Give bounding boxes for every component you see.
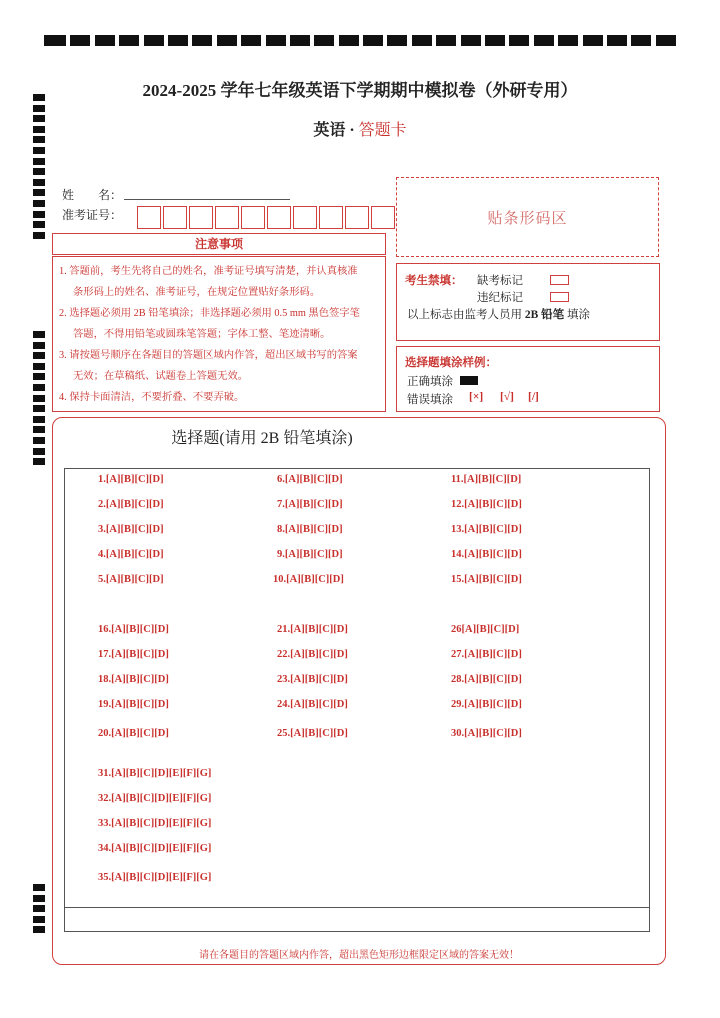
notice-item-2a: 2. 选择题必须用 2B 铅笔填涂；非选择题必须用 0.5 mm 黑色签字笔 bbox=[59, 308, 360, 319]
question-number: 7. bbox=[277, 499, 285, 510]
question-options[interactable]: [A][B][C][D] bbox=[284, 549, 343, 560]
question-number: 27. bbox=[451, 649, 465, 660]
question-options[interactable]: [A][B][C][D] bbox=[464, 728, 522, 739]
timing-mark bbox=[436, 35, 456, 46]
timing-mark bbox=[33, 395, 45, 402]
question-options[interactable]: [A][B][C][D] bbox=[463, 474, 522, 485]
timing-mark bbox=[33, 416, 45, 423]
question-12[interactable] bbox=[451, 499, 522, 510]
page-title: 2024-2025 学年七年级英语下学期期中模拟卷（外研专用） bbox=[142, 81, 578, 100]
timing-mark bbox=[33, 448, 45, 455]
timing-mark bbox=[33, 179, 45, 186]
id-digit-box[interactable] bbox=[345, 206, 369, 229]
timing-mark bbox=[485, 35, 505, 46]
timing-mark bbox=[144, 35, 164, 46]
timing-mark bbox=[631, 35, 651, 46]
question-26[interactable] bbox=[451, 624, 519, 635]
name-label: 姓 名： bbox=[62, 188, 123, 202]
question-6[interactable] bbox=[277, 474, 343, 485]
question-24[interactable] bbox=[277, 699, 348, 710]
timing-mark bbox=[387, 35, 407, 46]
question-number: 34. bbox=[98, 843, 112, 854]
timing-mark bbox=[33, 426, 45, 433]
question-15[interactable] bbox=[451, 574, 522, 585]
question-20[interactable] bbox=[98, 728, 169, 739]
question-9[interactable] bbox=[277, 549, 343, 560]
question-7[interactable] bbox=[277, 499, 343, 510]
timing-mark bbox=[33, 926, 45, 933]
notice-item-1b: 条形码上的姓名、准考证号，在规定位置贴好条形码。 bbox=[73, 287, 321, 298]
timing-mark bbox=[33, 405, 45, 412]
correct-fill-sample bbox=[460, 376, 478, 385]
notice-box bbox=[52, 256, 386, 412]
timing-mark bbox=[33, 373, 45, 380]
id-label: 准考证号： bbox=[62, 208, 123, 222]
question-options[interactable]: [A][B][C][D] bbox=[464, 524, 522, 535]
question-options[interactable]: [A][B][C][D] bbox=[290, 674, 348, 685]
subtitle-dot: · bbox=[349, 122, 355, 139]
question-number: 19. bbox=[98, 699, 112, 710]
id-digit-box[interactable] bbox=[319, 206, 343, 229]
question-number: 26 bbox=[451, 624, 462, 635]
id-number-boxes[interactable] bbox=[137, 206, 397, 229]
question-29[interactable] bbox=[451, 699, 522, 710]
timing-mark bbox=[33, 200, 45, 207]
question-31[interactable] bbox=[98, 768, 211, 779]
question-1[interactable] bbox=[98, 474, 164, 485]
id-digit-box[interactable] bbox=[215, 206, 239, 229]
absent-mark-box[interactable] bbox=[550, 275, 569, 285]
timing-mark bbox=[95, 35, 115, 46]
question-number: 4. bbox=[98, 549, 106, 560]
question-number: 20. bbox=[98, 728, 112, 739]
question-3[interactable] bbox=[98, 524, 164, 535]
timing-mark bbox=[33, 158, 45, 165]
question-number: 29. bbox=[451, 699, 465, 710]
question-options[interactable]: [A][B][C][D] bbox=[461, 624, 520, 635]
question-35[interactable] bbox=[98, 872, 211, 883]
timing-mark bbox=[607, 35, 627, 46]
question-13[interactable] bbox=[451, 524, 522, 535]
forbid-title: 考生禁填： bbox=[405, 275, 463, 287]
timing-mark bbox=[33, 168, 45, 175]
question-number: 3. bbox=[98, 524, 106, 535]
timing-mark bbox=[290, 35, 310, 46]
question-23[interactable] bbox=[277, 674, 348, 685]
violation-mark-label: 违纪标记 bbox=[477, 292, 523, 304]
barcode-area: 贴条形码区 bbox=[396, 177, 659, 257]
absent-mark-label: 缺考标记 bbox=[477, 275, 523, 287]
question-19[interactable] bbox=[98, 699, 169, 710]
question-number: 10. bbox=[273, 574, 287, 585]
question-16[interactable] bbox=[98, 624, 169, 635]
id-digit-box[interactable] bbox=[137, 206, 161, 229]
timing-mark bbox=[70, 35, 90, 46]
question-number: 13. bbox=[451, 524, 465, 535]
question-options[interactable]: [A][B][C][D] bbox=[111, 624, 169, 635]
timing-mark bbox=[558, 35, 578, 46]
wrong-mark-cross: [×] bbox=[469, 391, 484, 403]
question-14[interactable] bbox=[451, 549, 522, 560]
question-number: 17. bbox=[98, 649, 112, 660]
left-timing-marks-bottom bbox=[33, 884, 45, 933]
question-options[interactable]: [A][B][C][D] bbox=[464, 499, 522, 510]
timing-mark bbox=[33, 905, 45, 912]
question-number: 14. bbox=[451, 549, 465, 560]
question-options[interactable]: [A][B][C][D] bbox=[290, 649, 348, 660]
timing-mark bbox=[192, 35, 212, 46]
question-number: 5. bbox=[98, 574, 106, 585]
timing-mark bbox=[33, 363, 45, 370]
timing-mark bbox=[33, 147, 45, 154]
question-32[interactable] bbox=[98, 793, 211, 804]
question-number: 32. bbox=[98, 793, 112, 804]
question-34[interactable] bbox=[98, 843, 211, 854]
timing-mark bbox=[33, 189, 45, 196]
timing-mark bbox=[33, 437, 45, 444]
question-number: 6. bbox=[277, 474, 285, 485]
question-4[interactable] bbox=[98, 549, 164, 560]
timing-mark bbox=[33, 895, 45, 902]
top-timing-marks bbox=[44, 35, 676, 47]
correct-fill-label: 正确填涂 bbox=[407, 376, 453, 388]
question-11[interactable] bbox=[451, 474, 521, 485]
fill-sample-box bbox=[396, 346, 660, 412]
forbid-note-post: 填涂 bbox=[567, 309, 591, 321]
timing-mark bbox=[119, 35, 139, 46]
timing-mark bbox=[217, 35, 237, 46]
question-options[interactable]: [A][B][C][D] bbox=[464, 674, 522, 685]
question-21[interactable] bbox=[277, 624, 348, 635]
question-options[interactable]: [A][B][C][D] bbox=[284, 499, 343, 510]
timing-mark bbox=[44, 35, 66, 46]
question-options[interactable]: [A][B][C][D] bbox=[284, 474, 343, 485]
question-options[interactable]: [A][B][C][D] bbox=[105, 549, 164, 560]
question-options[interactable]: [A][B][C][D] bbox=[111, 728, 169, 739]
timing-mark bbox=[33, 221, 45, 228]
id-digit-box[interactable] bbox=[371, 206, 395, 229]
question-number: 25. bbox=[277, 728, 291, 739]
violation-mark-box[interactable] bbox=[550, 292, 569, 302]
timing-mark bbox=[33, 884, 45, 891]
question-number: 9. bbox=[277, 549, 285, 560]
question-options[interactable]: [A][B][C][D][E][F][G] bbox=[111, 843, 212, 854]
timing-mark bbox=[656, 35, 676, 46]
timing-mark bbox=[33, 916, 45, 923]
question-10[interactable] bbox=[273, 574, 344, 585]
answer-area-divider bbox=[64, 907, 650, 908]
question-options[interactable]: [A][B][C][D] bbox=[290, 624, 348, 635]
question-2[interactable] bbox=[98, 499, 164, 510]
forbid-note-bold: 2B 铅笔 bbox=[524, 309, 565, 321]
question-number: 28. bbox=[451, 674, 465, 685]
question-30[interactable] bbox=[451, 728, 522, 739]
question-number: 12. bbox=[451, 499, 465, 510]
question-22[interactable] bbox=[277, 649, 348, 660]
question-number: 16. bbox=[98, 624, 112, 635]
timing-mark bbox=[583, 35, 603, 46]
question-options[interactable]: [A][B][C][D] bbox=[286, 574, 344, 585]
question-number: 18. bbox=[98, 674, 112, 685]
left-timing-marks-top bbox=[33, 94, 45, 239]
timing-mark bbox=[339, 35, 359, 46]
question-27[interactable] bbox=[451, 649, 522, 660]
question-33[interactable] bbox=[98, 818, 211, 829]
id-digit-box[interactable] bbox=[267, 206, 291, 229]
notice-item-4: 4. 保持卡面清洁，不要折叠、不要弄破。 bbox=[59, 392, 245, 403]
question-8[interactable] bbox=[277, 524, 343, 535]
id-digit-box[interactable] bbox=[241, 206, 265, 229]
question-options[interactable]: [A][B][C][D] bbox=[111, 674, 169, 685]
question-25[interactable] bbox=[277, 728, 348, 739]
forbid-note-pre: 以上标志由监考人员用 bbox=[407, 309, 522, 321]
question-number: 1. bbox=[98, 474, 106, 485]
question-options[interactable]: [A][B][C][D] bbox=[105, 574, 164, 585]
question-17[interactable] bbox=[98, 649, 169, 660]
timing-mark bbox=[363, 35, 383, 46]
notice-item-3a: 3. 请按题号顺序在各题目的答题区域内作答，超出区域书写的答案 bbox=[59, 350, 358, 361]
id-digit-box[interactable] bbox=[293, 206, 317, 229]
question-number: 2. bbox=[98, 499, 106, 510]
question-options[interactable]: [A][B][C][D] bbox=[290, 699, 348, 710]
wrong-mark-check: [√] bbox=[500, 391, 514, 403]
question-number: 11. bbox=[451, 474, 464, 485]
sample-title: 选择题填涂样例： bbox=[405, 357, 497, 369]
notice-item-2b: 答题，不得用铅笔或圆珠笔答题；字体工整、笔迹清晰。 bbox=[73, 329, 331, 340]
question-options[interactable]: [A][B][C][D] bbox=[111, 699, 169, 710]
question-options[interactable]: [A][B][C][D] bbox=[464, 699, 522, 710]
notice-title: 注意事项 bbox=[52, 233, 386, 255]
name-field[interactable] bbox=[124, 198, 290, 200]
examinee-forbidden-box bbox=[396, 263, 660, 341]
timing-mark bbox=[266, 35, 286, 46]
timing-mark bbox=[33, 458, 45, 465]
timing-mark bbox=[412, 35, 432, 46]
question-number: 35. bbox=[98, 872, 112, 883]
timing-mark bbox=[33, 384, 45, 391]
timing-mark bbox=[33, 331, 45, 338]
question-options[interactable]: [A][B][C][D] bbox=[105, 524, 164, 535]
question-number: 31. bbox=[98, 768, 112, 779]
question-number: 21. bbox=[277, 624, 291, 635]
subject-label: 英语 bbox=[313, 122, 346, 139]
timing-mark bbox=[33, 105, 45, 112]
timing-mark bbox=[33, 211, 45, 218]
question-number: 23. bbox=[277, 674, 291, 685]
question-options[interactable]: [A][B][C][D] bbox=[105, 474, 164, 485]
notice-item-1a: 1. 答题前，考生先将自己的姓名，准考证号填写清楚，并认真核准 bbox=[59, 266, 358, 277]
question-options[interactable]: [A][B][C][D][E][F][G] bbox=[111, 768, 212, 779]
question-28[interactable] bbox=[451, 674, 522, 685]
footer-note: 请在各题目的答题区域内作答，超出黑色矩形边框限定区域的答案无效！ bbox=[199, 950, 519, 961]
timing-mark bbox=[461, 35, 481, 46]
question-options[interactable]: [A][B][C][D] bbox=[464, 649, 522, 660]
question-options[interactable]: [A][B][C][D][E][F][G] bbox=[111, 818, 212, 829]
timing-mark bbox=[33, 352, 45, 359]
question-options[interactable]: [A][B][C][D] bbox=[290, 728, 348, 739]
question-18[interactable] bbox=[98, 674, 169, 685]
id-digit-box[interactable] bbox=[163, 206, 187, 229]
question-5[interactable] bbox=[98, 574, 164, 585]
question-options[interactable]: [A][B][C][D] bbox=[284, 524, 343, 535]
timing-mark bbox=[241, 35, 261, 46]
wrong-mark-slash: [/] bbox=[528, 391, 539, 403]
timing-mark bbox=[314, 35, 334, 46]
question-number: 15. bbox=[451, 574, 465, 585]
question-options[interactable]: [A][B][C][D] bbox=[464, 549, 522, 560]
question-number: 33. bbox=[98, 818, 112, 829]
question-number: 30. bbox=[451, 728, 465, 739]
page-subtitle bbox=[0, 117, 720, 140]
timing-mark bbox=[534, 35, 554, 46]
multiple-choice-title: 选择题(请用 2B 铅笔填涂) bbox=[171, 430, 353, 447]
question-number: 8. bbox=[277, 524, 285, 535]
wrong-fill-label: 错误填涂 bbox=[407, 394, 453, 406]
question-number: 24. bbox=[277, 699, 291, 710]
question-options[interactable]: [A][B][C][D] bbox=[105, 499, 164, 510]
question-options[interactable]: [A][B][C][D] bbox=[111, 649, 169, 660]
timing-mark bbox=[33, 342, 45, 349]
question-options[interactable]: [A][B][C][D][E][F][G] bbox=[111, 793, 212, 804]
id-digit-box[interactable] bbox=[189, 206, 213, 229]
question-options[interactable]: [A][B][C][D] bbox=[464, 574, 522, 585]
left-timing-marks-middle bbox=[33, 331, 45, 465]
notice-item-3b: 无效；在草稿纸、试题卷上答题无效。 bbox=[73, 371, 249, 382]
timing-mark bbox=[168, 35, 188, 46]
question-number: 22. bbox=[277, 649, 291, 660]
timing-mark bbox=[509, 35, 529, 46]
forbid-note bbox=[407, 306, 590, 322]
question-options[interactable]: [A][B][C][D][E][F][G] bbox=[111, 872, 212, 883]
timing-mark bbox=[33, 232, 45, 239]
answer-card-label: 答题卡 bbox=[358, 122, 407, 139]
